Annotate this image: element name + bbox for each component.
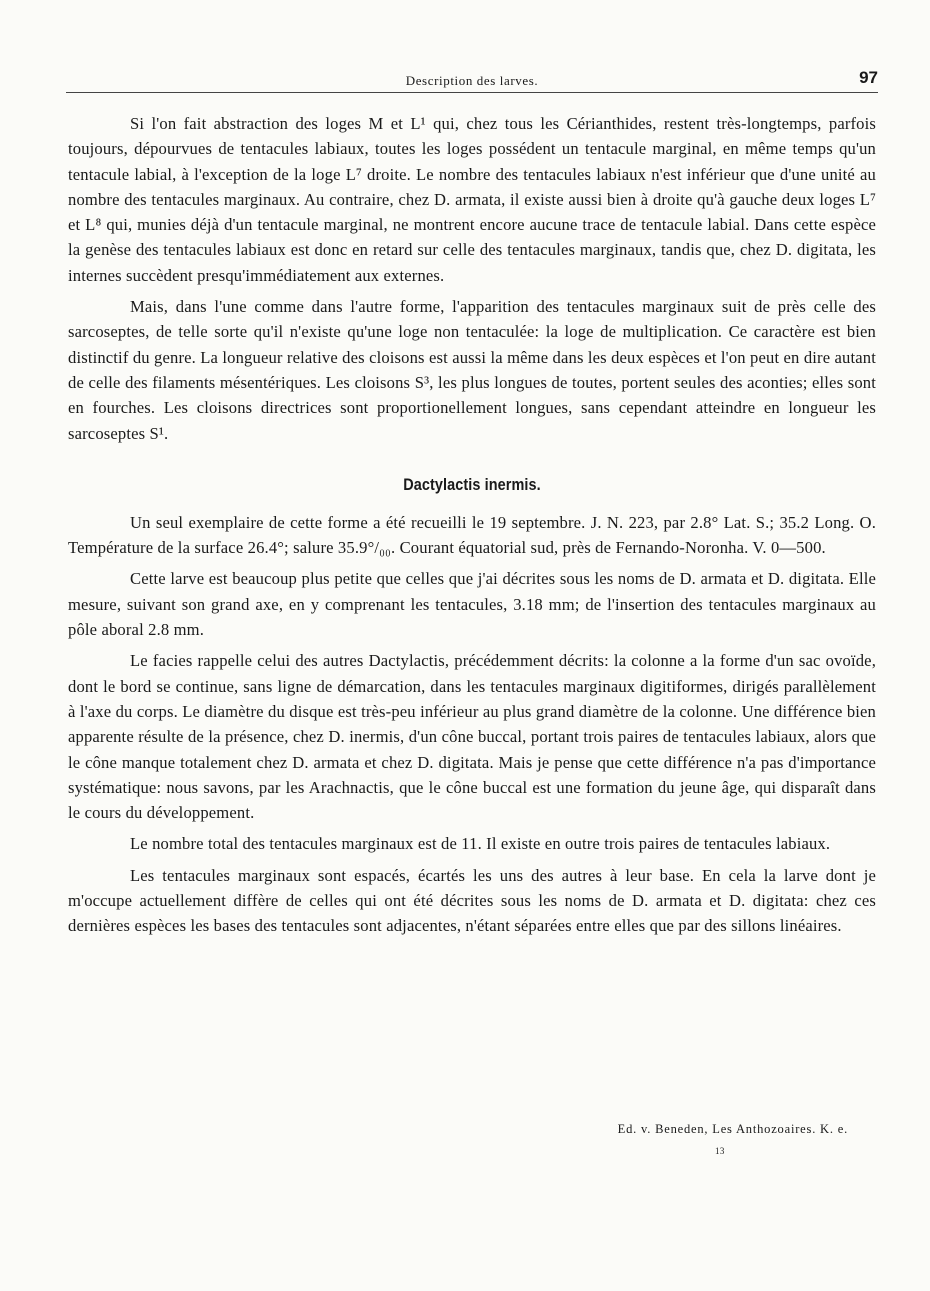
page-header — [66, 66, 878, 93]
body-text — [68, 111, 876, 939]
paragraph-2: Mais, dans l'une comme dans l'autre forme, l'apparition des tentacules marginaux suit de près celle des sarcoseptes, de telle sorte qu'il n'existe qu'une loge non tentaculée: la loge de multiplication. Ce caractère est bien distinctif du genre. La longueur relative des cloisons est aussi la même dans les deux espèces et l'on peut en dire autant de celle des filaments mésentériques. Les cloisons S³, les plus longues de toutes, portent seules des aconties; elles sont en fourches. Les cloisons directrices sont proportionellement longues, sans cependant atteindre en longueur les sarcoseptes S¹. — [68, 297, 876, 443]
running-head: Description des larves. — [405, 73, 539, 88]
signature-mark: 13 — [715, 1146, 725, 1156]
paragraph-7: Les tentacules marginaux sont espacés, écartés les uns des autres à leur base. En cela la larve dont je m'occupe actuellement diffère de celles qui ont été décrites sous les noms de D. armata et D. digitata: chez ces dernières espèces les bases des tentacules sont adjacentes, n'étant séparées entre elles que par des sillons linéaires. — [68, 865, 876, 936]
footer-credit: Ed. v. Beneden, Les Anthozoaires. K. e. — [617, 1122, 848, 1136]
page-number: 97 — [859, 68, 878, 87]
paragraph-6: Le nombre total des tentacules marginaux est de 11. Il existe en outre trois paires de tentacules labiaux. — [130, 834, 831, 854]
paragraph-4: Cette larve est beaucoup plus petite que celles que j'ai décrites sous les noms de D. armata et D. digitata. Elle mesure, suivant son grand axe, en y comprenant les tentacules, 3.18 mm; de l'insertion des tentacules marginaux au pôle aboral 2.8 mm. — [68, 569, 876, 640]
section-heading: Dactylactis inermis. — [403, 474, 541, 494]
paragraph-1: Si l'on fait abstraction des loges M et L¹ qui, chez tous les Cérianthides, restent très-longtemps, parfois toujours, dépourvues de tentacules labiaux, toutes les loges possédent un tentacule marginal, en même temps qu'un tentacule labial, à l'exception de la loge L⁷ droite. Le nombre des tentacules labiaux n'est inférieur que d'une unité au nombre des tentacules marginaux. Au contraire, chez D. armata, il existe aussi bien à droite qu'à gauche deux loges L⁷ et L⁸ qui, munies déjà d'un tentacule marginal, ne montrent encore aucune trace de tentacule labial. Dans cette espèce la genèse des tentacules labiaux est donc en retard sur celle des tentacules marginaux, tandis que, chez D. digitata, les internes succèdent presqu'immédiatement aux externes. — [68, 114, 876, 285]
paragraph-5: Le facies rappelle celui des autres Dactylactis, précédemment décrits: la colonne a la forme d'un sac ovoïde, dont le bord se continue, sans ligne de démarcation, dans les tentacules marginaux digitiformes, dirigés parallèlement à l'axe du corps. Le diamètre du disque est très-peu inférieur au plus grand diamètre de la colonne. Une différence bien apparente résulte de la présence, chez D. inermis, d'un cône buccal, portant trois paires de tentacules labiaux, alors que le cône manque totalement chez D. armata et chez D. digitata. Mais je pense que cette différence n'a pas d'importance systématique: nous savons, par les Arachnactis, que le cône buccal est une formation du jeune âge, qui disparaît dans le cours du développement. — [68, 651, 876, 823]
paragraph-3: Un seul exemplaire de cette forme a été recueilli le 19 septembre. J. N. 223, par 2.8° Lat. S.; 35.2 Long. O. Température de la surface 26.4°; salure 35.9°/₀₀. Courant équatorial sud, près de Fernando-Noronha. V. 0—500. — [68, 512, 876, 558]
